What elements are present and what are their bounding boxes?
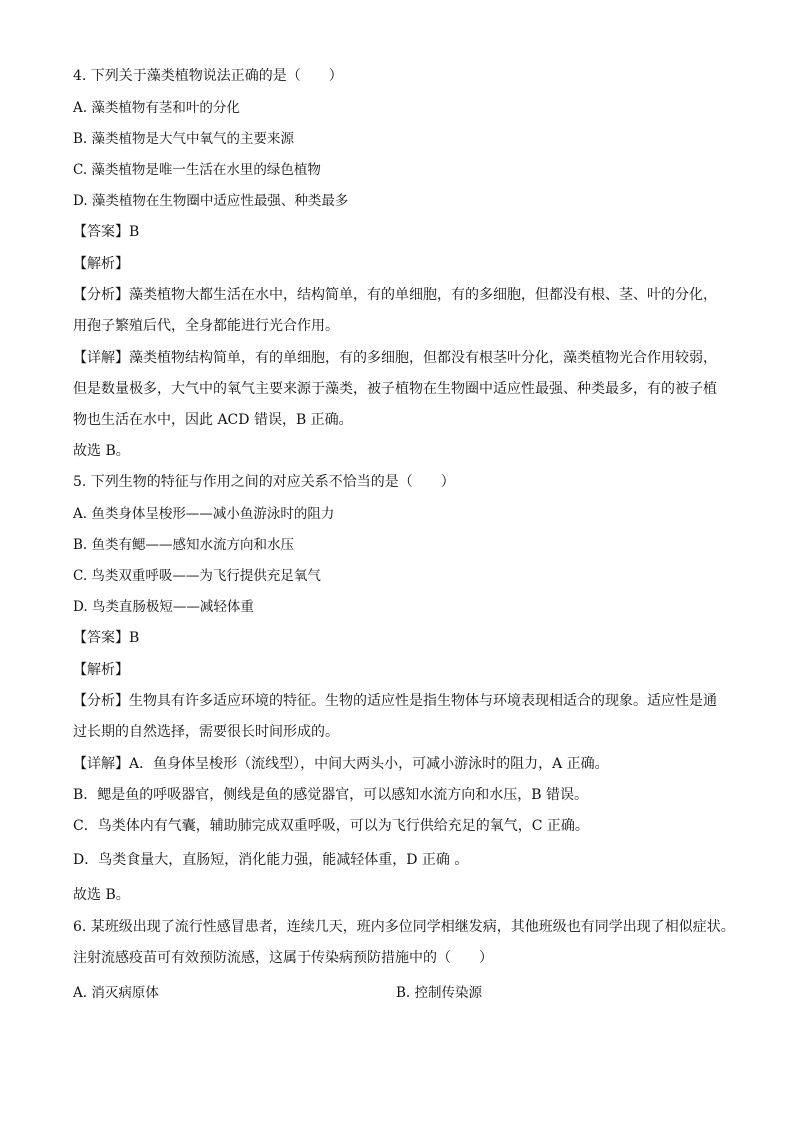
q4-answer: 【答案】B xyxy=(73,224,140,240)
q5-analysis-title: 【解析】 xyxy=(73,662,129,678)
q5-answer: 【答案】B xyxy=(73,630,140,646)
q5-analysis-line: 【分析】生物具有许多适应环境的特征。生物的适应性是指生物体与环境表现相适合的现象。适应性是通 xyxy=(73,693,717,709)
q4-option-a: A. 藻类植物有茎和叶的分化 xyxy=(73,100,240,116)
q5-detail-line: B．鳃是鱼的呼吸器官，侧线是鱼的感觉器官，可以感知水流方向和水压，B 错误。 xyxy=(73,787,589,803)
q5-analysis-line: 过长期的自然选择，需要很长时间形成的。 xyxy=(73,724,339,740)
q4-option-c: C. 藻类植物是唯一生活在水里的绿色植物 xyxy=(73,162,321,178)
q5-option-b: B. 鱼类有鳃——感知水流方向和水压 xyxy=(73,537,295,553)
q4-option-d: D. 藻类植物在生物圈中适应性最强、种类最多 xyxy=(73,193,349,209)
q6-option-b: B. 控制传染源 xyxy=(396,985,483,1001)
q4-stem: 4. 下列关于藻类植物说法正确的是（ ） xyxy=(73,68,343,84)
q6-option-a: A. 消灭病原体 xyxy=(73,985,159,1001)
q4-detail-line: 物也生活在水中，因此 ACD 错误，B 正确。 xyxy=(73,412,353,428)
q5-conclusion: 故选 B。 xyxy=(73,887,130,903)
q5-detail-line: 【详解】A．鱼身体呈梭形（流线型），中间大两头小，可减小游泳时的阻力，A 正确。 xyxy=(73,756,609,772)
q5-stem: 5. 下列生物的特征与作用之间的对应关系不恰当的是（ ） xyxy=(73,474,455,490)
q4-detail-line: 但是数量极多，大气中的氧气主要来源于藻类，被子植物在生物圈中适应性最强、种类最多，有的被子植 xyxy=(73,381,717,397)
q5-option-c: C. 鸟类双重呼吸——为飞行提供充足氧气 xyxy=(73,568,321,584)
q5-detail-line: D．鸟类食量大，直肠短，消化能力强，能减轻体重，D 正确 。 xyxy=(73,852,469,868)
q5-option-a: A. 鱼类身体呈梭形——减小鱼游泳时的阻力 xyxy=(73,506,335,522)
q5-option-d: D. 鸟类直肠极短——减轻体重 xyxy=(73,599,254,615)
q4-conclusion: 故选 B。 xyxy=(73,443,130,459)
q4-detail-line: 【详解】藻类植物结构简单，有的单细胞，有的多细胞，但都没有根茎叶分化，藻类植物光合作用较弱， xyxy=(73,350,717,366)
q5-detail-line: C．鸟类体内有气囊，辅助肺完成双重呼吸，可以为飞行供给充足的氧气，C 正确。 xyxy=(73,818,589,834)
q6-stem-line: 注射流感疫苗可有效预防流感，这属于传染病预防措施中的（ ） xyxy=(73,950,493,966)
q4-analysis-line: 【分析】藻类植物大都生活在水中，结构简单，有的单细胞，有的多细胞，但都没有根、茎、叶的分化， xyxy=(73,287,717,303)
q4-analysis-title: 【解析】 xyxy=(73,256,129,272)
q4-analysis-line: 用孢子繁殖后代，全身都能进行光合作用。 xyxy=(73,318,339,334)
q6-stem-line: 6. 某班级出现了流行性感冒患者，连续几天，班内多位同学相继发病，其他班级也有同学出现了相似症状。 xyxy=(73,919,735,935)
q4-option-b: B. 藻类植物是大气中氧气的主要来源 xyxy=(73,131,295,147)
